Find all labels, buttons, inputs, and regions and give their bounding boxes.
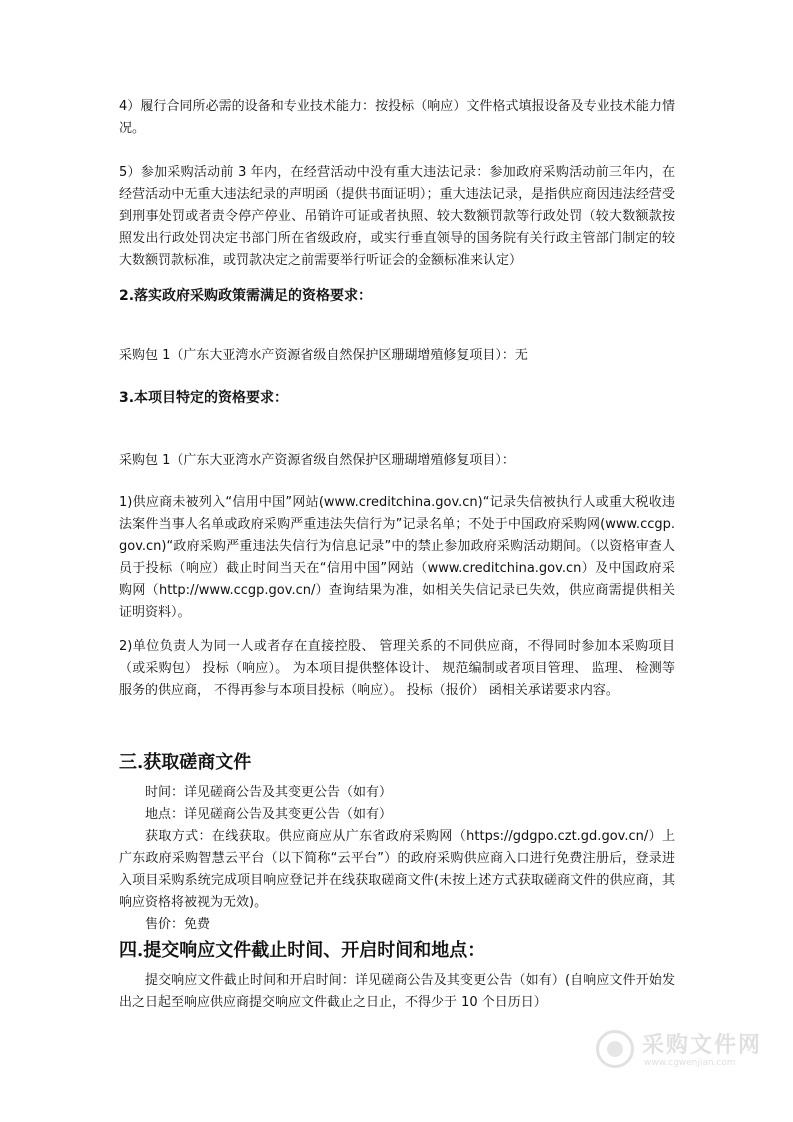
paragraph-item-4: 4）履行合同所必需的设备和专业技术能力：按投标（响应）文件格式填报设备及专业技术能力情况。 <box>119 99 675 136</box>
section-3-time: 时间：详见磋商公告及其变更公告（如有） <box>145 785 393 800</box>
watermark <box>596 1028 763 1074</box>
section-3-title: 三.获取磋商文件 <box>119 752 252 773</box>
package-1-specific: 采购包 1（广东大亚湾水产资源省级自然保护区珊瑚增殖修复项目）： <box>119 453 515 468</box>
watermark-brand: 采购文件网 <box>642 1033 763 1058</box>
requirement-control: 2)单位负责人为同一人或者存在直接控股、 管理关系的不同供应商，不得同时参加本采购项目（或采购包） 投标（响应）。 为本项目提供整体设计、 规范编制或者项目管理、 监理、 检测等服务的供应商， 不得再参与本项目投标（响应）。 投标（报价） 函相关承诺要求内容。 <box>119 639 675 698</box>
heading-policy-requirements: 2.落实政府采购政策需满足的资格要求： <box>119 288 373 304</box>
paragraph-item-5: 5）参加采购活动前 3 年内，在经营活动中没有重大违法记录：参加政府采购活动前三年内，在经营活动中无重大违法纪录的声明函（提供书面证明）；重大违法记录，是指供应商因违法经营受到刑事处罚或者责令停产停业、吊销许可证或者执照、较大数额罚款等行政处罚（较大数额款按照发出行政处罚决定书部门所在省级政府，或实行垂直领导的国务院有关行政主管部门制定的较大数额罚款标准，或罚款决定之前需要举行听证会的金额标准来认定） <box>119 165 675 268</box>
section-3-price: 售价：免费 <box>145 917 211 932</box>
heading-specific-requirements: 3.本项目特定的资格要求： <box>119 390 289 406</box>
section-3-method: 获取方式：在线获取。供应商应从广东省政府采购网（https://gdgpo.czt.gd.gov.cn/）上广东政府采购智慧云平台（以下简称“云平台”）的政府采购供应商入口进行免费注册后，登录进入项目采购系统完成项目响应登记并在线获取磋商文件(未按上述方式获取磋商文件的供应商，其响应资格将被视为无效)。 <box>119 829 675 910</box>
watermark-url: www.cgwenjian.com <box>644 1058 736 1068</box>
logo-icon <box>596 1030 634 1068</box>
section-4-title: 四.提交响应文件截止时间、开启时间和地点： <box>119 940 486 961</box>
section-3-place: 地点：详见磋商公告及其变更公告（如有） <box>145 807 393 822</box>
package-1-policy: 采购包 1（广东大亚湾水产资源省级自然保护区珊瑚增殖修复项目）：无 <box>119 348 528 363</box>
section-4-body: 提交响应文件截止时间和开启时间：详见磋商公告及其变更公告（如有）(自响应文件开始发出之日起至响应供应商提交响应文件截止之日止，不得少于 10 个日历日） <box>119 973 675 1010</box>
requirement-credit: 1)供应商未被列入“信用中国”网站(www.creditchina.gov.cn)“记录失信被执行人或重大税收违法案件当事人名单或政府采购严重违法失信行为”记录名单；不处于中国政府采购网(www.ccgp.gov.cn)“政府采购严重违法失信行为信息记录”中的禁止参加政府采购活动期间。（以资格审查人员于投标（响应）截止时间当天在“信用中国”网站（www.creditchina.gov.cn）及中国政府采购网（http://www.ccgp.gov.cn/）查询结果为准，如相关失信记录已失效，供应商需提供相关证明资料）。 <box>119 495 675 620</box>
